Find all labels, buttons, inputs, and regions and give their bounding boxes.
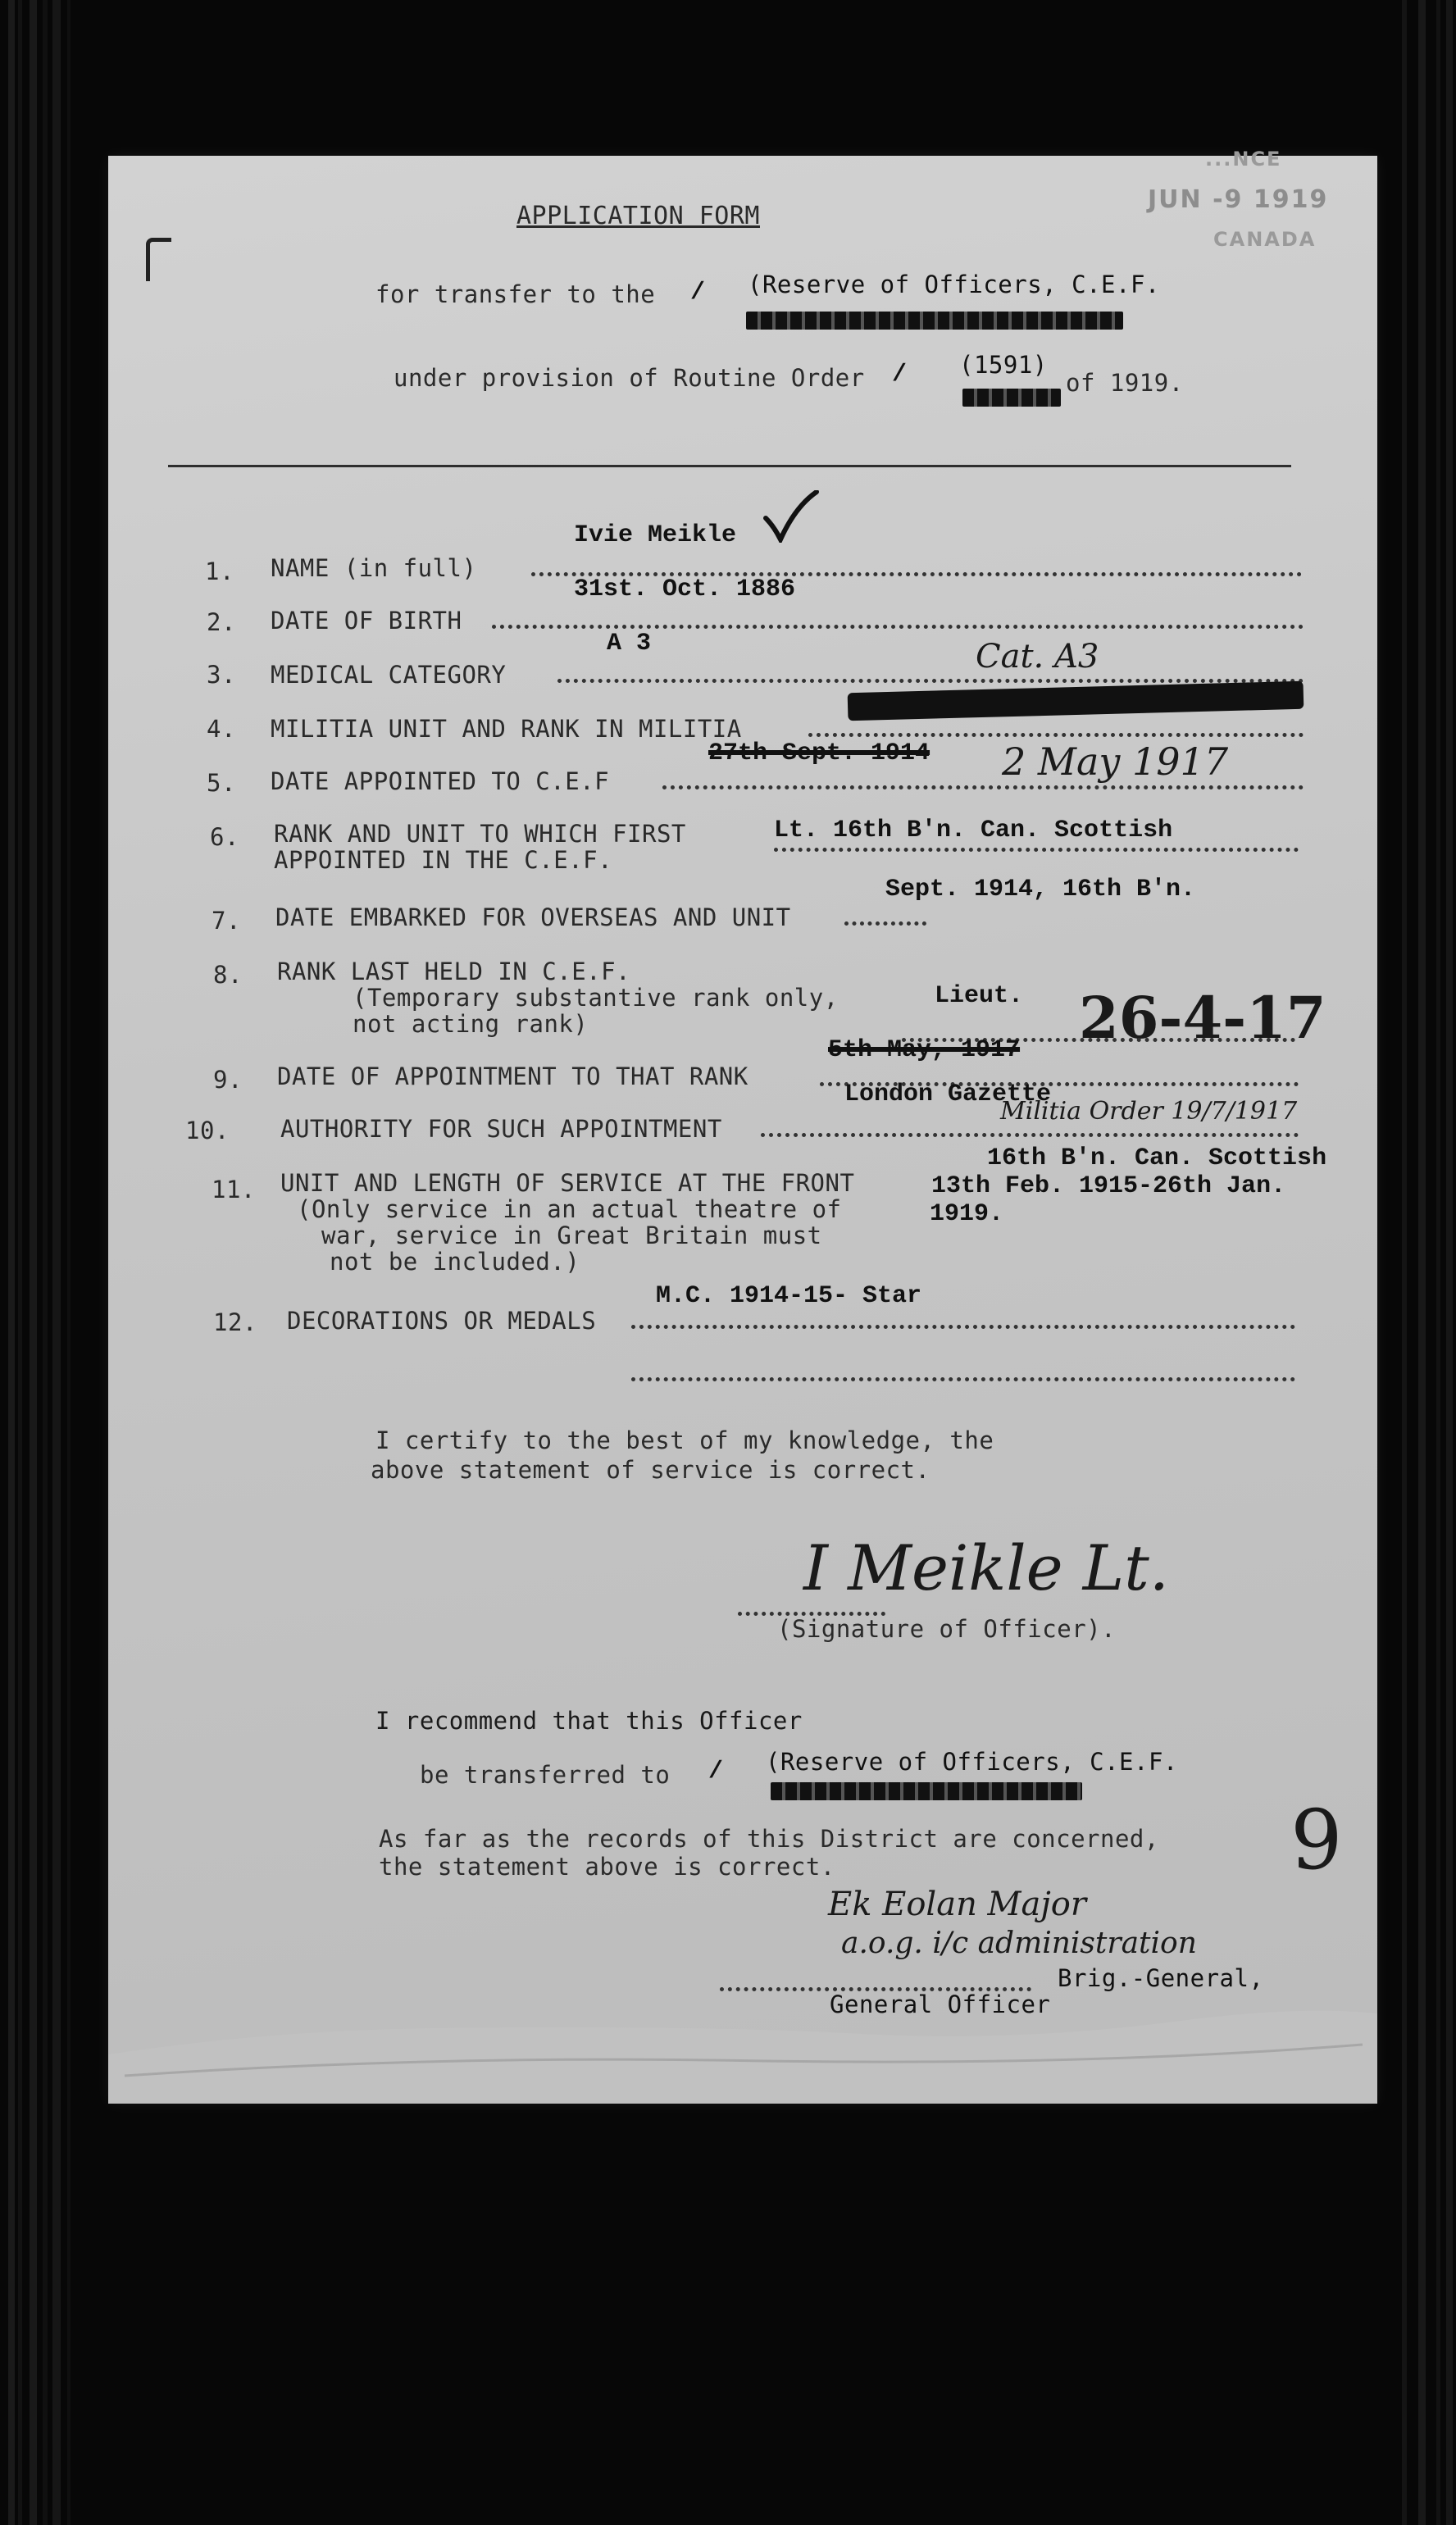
- item-label-12: DECORATIONS OR MEDALS: [287, 1307, 597, 1335]
- strike-slash-2: /: [892, 361, 908, 389]
- item-num-9: 9.: [213, 1066, 243, 1094]
- recommend-line2-prefix: be transferred to: [420, 1761, 671, 1789]
- item-num-1: 1.: [205, 557, 234, 585]
- header-struck-block: [746, 312, 1123, 330]
- item-dots-12b: [631, 1377, 1295, 1381]
- item-label-1: NAME (in full): [271, 554, 477, 582]
- general-officer-label: General Officer: [830, 1990, 1051, 2018]
- item-num-12: 12.: [213, 1308, 257, 1336]
- recommend-struck-block: [771, 1782, 1082, 1800]
- header-divider: [168, 465, 1291, 467]
- recommend-line3: As far as the records of this District are concerned,: [379, 1825, 1159, 1853]
- item-label-8c: not acting rank): [353, 1010, 589, 1038]
- item-label-2: DATE OF BIRTH: [271, 607, 462, 635]
- item-dots-4: [808, 733, 1304, 737]
- item-label-11c: war, service in Great Britain must: [321, 1222, 822, 1249]
- corner-mark: [146, 238, 171, 281]
- stamp-line1: ...NCE: [1205, 148, 1282, 171]
- torn-bottom-edge: [108, 1997, 1377, 2104]
- item-value-7: Sept. 1914, 16th B'n.: [885, 876, 1196, 903]
- item-value-6: Lt. 16th B'n. Can. Scottish: [774, 817, 1173, 844]
- item-label-11d: not be included.): [330, 1248, 580, 1276]
- signature-caption: (Signature of Officer).: [777, 1615, 1117, 1643]
- item-label-10: AUTHORITY FOR SUCH APPOINTMENT: [280, 1115, 722, 1143]
- item-dots-7: [844, 921, 926, 926]
- item-value-5: 27th Sept. 1914: [708, 739, 930, 767]
- check-mark: [762, 490, 820, 543]
- item-value-11a: 16th B'n. Can. Scottish: [987, 1144, 1327, 1172]
- item-num-4: 4.: [207, 715, 236, 743]
- item-label-11b: (Only service in an actual theatre of: [297, 1195, 842, 1223]
- item-label-9: DATE OF APPOINTMENT TO THAT RANK: [277, 1062, 748, 1090]
- stamp-date: JUN -9 1919: [1148, 185, 1329, 214]
- header-line1-prefix: for transfer to the: [375, 280, 656, 308]
- item-num-7: 7.: [212, 907, 241, 935]
- stamp-country: CANADA: [1213, 228, 1317, 251]
- item-value-1: Ivie Meikle: [574, 521, 737, 549]
- recommend-line2-value: (Reserve of Officers, C.E.F.: [766, 1748, 1178, 1776]
- item-num-2: 2.: [207, 608, 236, 636]
- routine-order-number: (1591): [959, 351, 1048, 379]
- item-num-8: 8.: [213, 961, 243, 989]
- order-struck-block: [962, 389, 1061, 407]
- item-handwritten-5: 2 May 1917: [1002, 739, 1229, 784]
- item-label-7: DATE EMBARKED FOR OVERSEAS AND UNIT: [275, 903, 791, 931]
- received-stamp: [1115, 146, 1336, 269]
- item-label-3: MEDICAL CATEGORY: [271, 661, 507, 689]
- item-value-3: A 3: [607, 630, 652, 657]
- item-num-11: 11.: [212, 1176, 256, 1203]
- authorizer-handwriting-2: a.o.g. i/c administration: [841, 1927, 1197, 1960]
- item-value-8: Lieut.: [935, 982, 1024, 1010]
- certify-line1: I certify to the best of my knowledge, the: [375, 1426, 994, 1454]
- medical-category-handwriting: Cat. A3: [976, 638, 1099, 676]
- recommend-line1: I recommend that this Officer: [375, 1707, 803, 1735]
- item-value-10: London Gazette: [844, 1081, 1052, 1108]
- certify-line2: above statement of service is correct.: [371, 1456, 930, 1484]
- header-line1-value: (Reserve of Officers, C.E.F.: [748, 271, 1160, 298]
- header-line2-suffix: of 1919.: [1066, 369, 1184, 397]
- item-num-6: 6.: [210, 823, 239, 851]
- item-label-8a: RANK LAST HELD IN C.E.F.: [277, 958, 631, 985]
- item-dots-10: [761, 1133, 1299, 1137]
- header-line2-prefix: under provision of Routine Order: [394, 364, 865, 392]
- item-dots-5: [662, 785, 1304, 789]
- form-title: APPLICATION FORM: [516, 202, 760, 230]
- item-num-5: 5.: [207, 769, 236, 797]
- item-label-8b: (Temporary substantive rank only,: [353, 984, 839, 1012]
- item-handwritten-10: Militia Order 19/7/1917: [1000, 1097, 1298, 1126]
- item-value-2: 31st. Oct. 1886: [574, 576, 796, 603]
- page-number: 9: [1290, 1792, 1343, 1888]
- item-label-6a: RANK AND UNIT TO WHICH FIRST: [274, 820, 686, 848]
- item-dots-3: [557, 679, 1304, 683]
- item-label-11a: UNIT AND LENGTH OF SERVICE AT THE FRONT: [280, 1169, 855, 1197]
- item-dots-6: [774, 848, 1299, 852]
- item-value-11c: 1919.: [930, 1200, 1004, 1228]
- brig-general-label: Brig.-General,: [1058, 1964, 1264, 1992]
- item-num-3: 3.: [207, 661, 236, 689]
- strike-slash-3: /: [708, 1758, 724, 1786]
- officer-signature: I Meikle Lt.: [803, 1531, 1169, 1604]
- item-dots-2: [492, 625, 1304, 629]
- item-value-11b: 13th Feb. 1915-26th Jan.: [931, 1172, 1286, 1200]
- recommend-line4: the statement above is correct.: [379, 1853, 835, 1881]
- item-num-10: 10.: [185, 1117, 230, 1144]
- strike-slash-1: /: [690, 279, 706, 307]
- item-label-5: DATE APPOINTED TO C.E.F: [271, 767, 610, 795]
- item-label-4: MILITIA UNIT AND RANK IN MILITIA: [271, 715, 742, 743]
- authorizer-handwriting-1: Ek Eolan Major: [828, 1886, 1086, 1923]
- item-value-12: M.C. 1914-15- Star: [656, 1282, 922, 1310]
- item-value-9: 5th May, 1917: [828, 1036, 1021, 1064]
- item-handwritten-8: 26-4-17: [1079, 984, 1326, 1052]
- item-dots-12a: [631, 1325, 1295, 1329]
- item-label-6b: APPOINTED IN THE C.E.F.: [274, 846, 613, 874]
